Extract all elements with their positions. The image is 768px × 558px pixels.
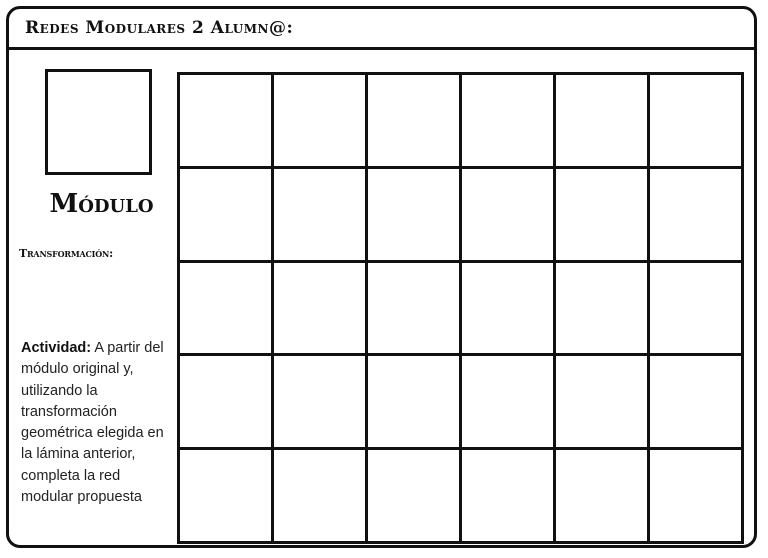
grid-cell[interactable] [368,169,462,263]
grid-cell[interactable] [556,450,650,544]
grid-cell[interactable] [462,75,556,169]
grid-cell[interactable] [274,263,368,357]
transformation-label: Transformación: [19,247,113,260]
grid-cell[interactable] [368,450,462,544]
grid-cell[interactable] [556,263,650,357]
grid-cell[interactable] [462,169,556,263]
grid-cell[interactable] [650,450,744,544]
grid-cell[interactable] [368,356,462,450]
grid-cell[interactable] [650,263,744,357]
worksheet-frame [6,6,757,548]
grid-cell[interactable] [556,75,650,169]
worksheet-header [9,9,754,50]
activity-instructions [21,338,171,508]
grid-cell[interactable] [180,263,274,357]
activity-label: Actividad: [21,340,92,356]
worksheet-title: Redes Modulares 2 Alumn@: [25,18,294,38]
grid-cell[interactable] [274,450,368,544]
grid-cell[interactable] [650,75,744,169]
grid-cell[interactable] [650,169,744,263]
grid-cell[interactable] [180,169,274,263]
grid-cell[interactable] [274,169,368,263]
grid-cell[interactable] [650,356,744,450]
grid-cell[interactable] [274,75,368,169]
grid-cell[interactable] [274,356,368,450]
module-label: Módulo [49,189,154,219]
grid-cell[interactable] [462,356,556,450]
grid-cell[interactable] [462,450,556,544]
grid-cell[interactable] [180,75,274,169]
grid-cell[interactable] [368,75,462,169]
grid-cell[interactable] [462,263,556,357]
activity-text: A partir del módulo original y, utilizando la transformación geométrica elegida en la lámina anterior, completa la red modular propuesta [21,340,164,506]
grid-cell[interactable] [368,263,462,357]
grid-cell[interactable] [180,450,274,544]
modular-grid [177,72,744,544]
module-drawing-box[interactable] [45,69,152,175]
grid-cell[interactable] [556,356,650,450]
grid-cell[interactable] [556,169,650,263]
grid-cell[interactable] [180,356,274,450]
